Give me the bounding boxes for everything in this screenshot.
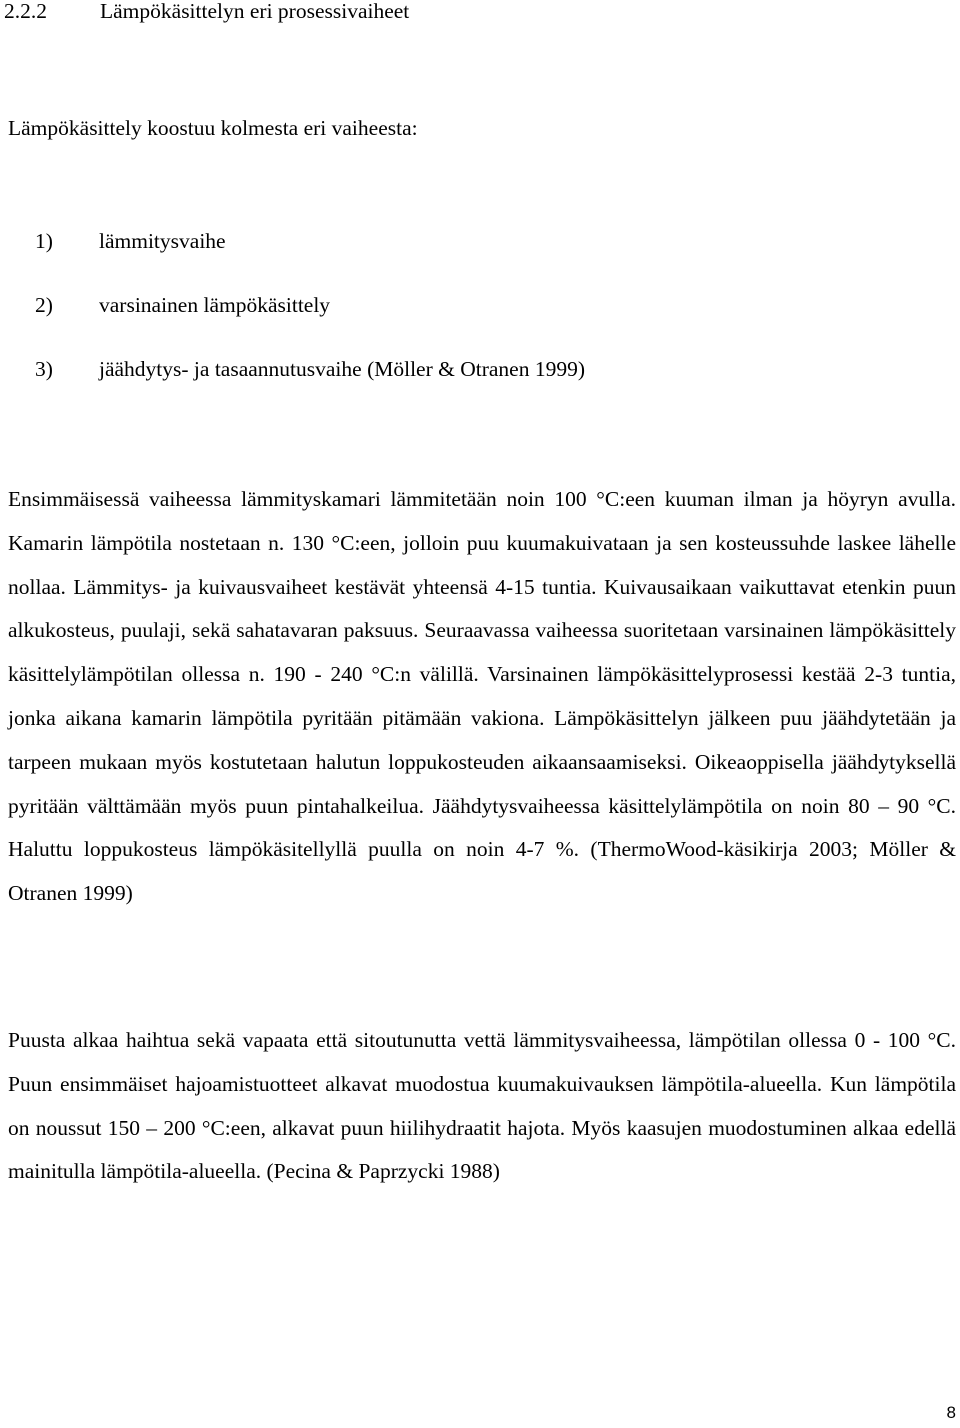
steps-list	[35, 227, 935, 419]
section-number: 2.2.2	[4, 0, 47, 23]
list-item-text: varsinainen lämpökäsittely	[99, 293, 331, 317]
list-marker: 2)	[35, 293, 53, 317]
list-item	[35, 355, 935, 419]
list-item	[35, 291, 935, 355]
section-heading	[4, 0, 409, 25]
list-item-text: jäähdytys- ja tasaannutusvaihe (Möller & Otranen 1999)	[99, 357, 585, 381]
intro-text: Lämpökäsittely koostuu kolmesta eri vaiheesta:	[8, 116, 418, 140]
list-item-text: lämmitysvaihe	[99, 229, 226, 253]
section-title: Lämpökäsittelyn eri prosessivaiheet	[100, 0, 410, 23]
body-paragraph: Ensimmäisessä vaiheessa lämmityskamari lämmitetään noin 100 °C:een kuuman ilman ja höyryn avulla. Kamarin lämpötila nostetaan n. 130 °C:een, jolloin puu kuumakuivataan ja sen kosteussuhde laskee lähelle nollaa. Lämmitys- ja kuivausvaiheet kestävät yhteensä 4-15 tuntia. Kuivausaikaan vaikuttavat etenkin puun alkukosteus, puulaji, sekä sahatavaran paksuus. Seuraavassa vaiheessa suoritetaan varsinainen lämpökäsittely käsittelylämpötilan ollessa n. 190 - 240 °C:n välillä. Varsinainen lämpökäsittelyprosessi kestää 2-3 tuntia, jonka aikana kamarin lämpötila pyritään pitämään vakiona. Lämpökäsittelyn jälkeen puu jäähdytetään ja tarpeen mukaan myös kostutetaan halutun loppukosteuden aikaansaamiseksi. Oikeaoppisella jäähdytyksellä pyritään välttämään myös puun pintahalkeilua. Jäähdytysvaiheessa käsittelylämpötila on noin 80 – 90 °C. Haluttu loppukosteus lämpökäsitellyllä puulla on noin 4-7 %. (ThermoWood-käsikirja 2003; Möller & Otranen 1999)	[8, 487, 956, 906]
page-number: 8	[946, 1403, 956, 1422]
list-marker: 1)	[35, 229, 53, 253]
list-marker: 3)	[35, 357, 53, 381]
body-paragraph: Puusta alkaa haihtua sekä vapaata että sitoutunutta vettä lämmitysvaiheessa, lämpötilan ollessa 0 - 100 °C. Puun ensimmäiset hajoamistuotteet alkavat muodostua kuumakuivauksen lämpötila-alueella. Kun lämpötila on noussut 150 – 200 °C:een, alkavat puun hiilihydraatit hajota. Myös kaasujen muodostuminen alkaa edellä mainitulla lämpötila-alueella. (Pecina & Paprzycki 1988)	[8, 1028, 956, 1184]
list-item	[35, 227, 935, 291]
